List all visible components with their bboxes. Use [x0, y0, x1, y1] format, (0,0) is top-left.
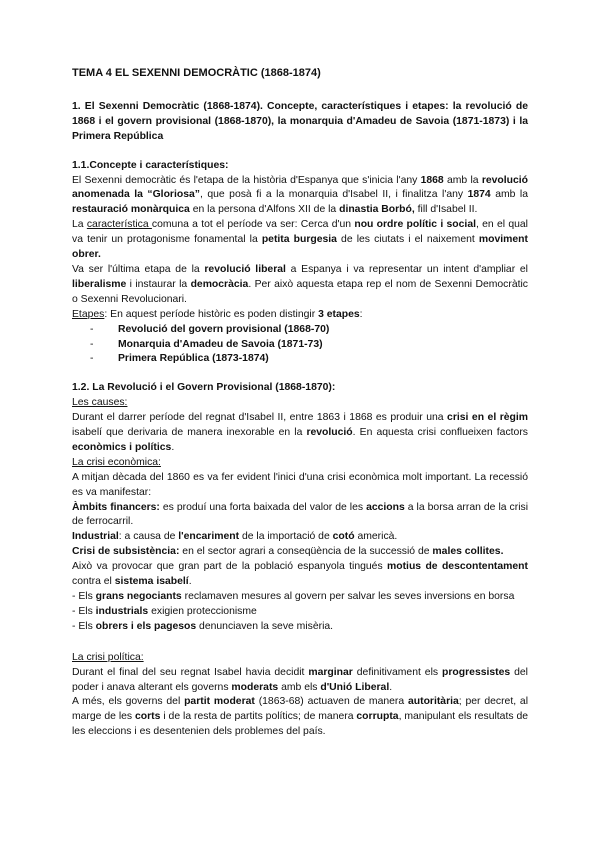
bold-run: l'encariment: [178, 531, 240, 543]
bold-run: moviment obrer.: [72, 234, 528, 261]
bold-run: 3 etapes: [318, 308, 360, 320]
text-run: El Sexenni democràtic és l'etapa de la història d'Espanya que s'inicia l'any: [72, 174, 421, 186]
bold-run: obrers i els pagesos: [95, 620, 197, 632]
text-run: , que posà fi a la monarquia d'Isabel II, i finalitza l'any: [199, 189, 468, 201]
bold-run: Crisi de subsistència:: [72, 546, 180, 558]
text-run: - Els: [72, 605, 96, 617]
text-run: de les ciutats i el naixement: [336, 234, 479, 246]
section-1-2-heading: 1.2. La Revolució i el Govern Provisional (1868-1870):: [72, 382, 336, 394]
text-run: denunciaven la seve misèria.: [196, 620, 334, 632]
bold-run: sistema isabelí: [114, 576, 189, 588]
paragraph-moderate-party: [72, 695, 528, 740]
text-run: , en el qual va tenir un protagonisme fonamental la: [72, 219, 528, 246]
bold-run: econòmics i polítics: [72, 441, 172, 453]
bold-run: motius de descontentament: [387, 561, 528, 573]
text-run: definitivament els: [352, 666, 443, 678]
dash-item-workers: [72, 620, 528, 635]
underlined-run: característica: [86, 219, 152, 231]
text-run: : a causa de: [118, 531, 179, 543]
text-run: i de la resta de partits polítics; de manera: [160, 711, 357, 723]
text-run: isabelí que derivaria de manera inexorable en la: [72, 427, 307, 439]
bold-run: restauració monàrquica: [72, 204, 190, 216]
bold-run: partit moderat: [184, 696, 255, 708]
text-run: (1863-68) actuaven de manera: [254, 696, 408, 708]
text-run: , manipulant els resultats de les eleccions i es desentenien dels problemes del país.: [72, 711, 529, 738]
bold-run: revolució anomenada la “Gloriosa”: [72, 174, 529, 201]
text-run: La: [72, 219, 87, 231]
text-run: - Els: [72, 591, 96, 602]
list-item: - Monarquia d'Amadeu de Savoia (1871-73): [90, 338, 528, 353]
paragraph-discontent: [72, 560, 528, 590]
text-run: .: [389, 681, 393, 693]
text-run: Això va provocar que gran part de la població espanyola tingués: [72, 561, 388, 573]
bold-run: revolució liberal: [204, 263, 286, 275]
text-run: en la persona d'Alfons XII de la: [189, 204, 340, 216]
bold-run: d'Unió Liberal: [320, 681, 390, 693]
list-item: - Revolució del govern provisional (1868-70): [90, 323, 528, 338]
text-run: fill d'Isabel II.: [414, 204, 478, 216]
text-run: .: [188, 576, 192, 588]
text-run: en el sector agrari a conseqüència de la successió de: [179, 546, 433, 558]
text-run: A més, els governs del: [72, 696, 185, 708]
bold-run: petita burgesia: [261, 234, 337, 246]
bold-run: cotó: [332, 531, 355, 543]
text-run: : En aquest període històric es poden distingir: [104, 308, 319, 320]
paragraph-industrial: [72, 530, 528, 545]
bold-run: democràcia: [190, 278, 249, 290]
text-run: a la borsa arran de la crisi de ferrocarril.: [72, 501, 529, 528]
text-run: es produí una forta baixada del valor de les: [159, 501, 367, 513]
section-1-heading: 1. El Sexenni Democràtic (1868-1874). Concepte, característiques i etapes: la revolució de 1868 i el govern provisional (1868-1870), la monarquia d'Amadeu de Savoia (1871-1873) i la Primera República: [72, 100, 528, 142]
text-run: a Espanya i va representar un intent d'ampliar el: [285, 263, 528, 275]
bold-run: progressistes: [442, 666, 511, 678]
bold-run: autoritària: [407, 696, 459, 708]
paragraph-financial: [72, 501, 528, 531]
paragraph-subsistence: [72, 545, 528, 560]
bold-run: Industrial: [72, 531, 119, 543]
stages-list: [72, 323, 528, 368]
bold-run: 1868: [420, 174, 444, 186]
underlined-run: Etapes: [72, 308, 105, 320]
text-run: amb els: [278, 681, 321, 693]
text-run: Durant el darrer període del regnat d'Isabel II, entre 1863 i 1868 es produir una: [72, 412, 448, 424]
bold-run: corrupta: [356, 711, 399, 723]
text-run: de la importació de: [239, 531, 333, 543]
bold-run: males collites.: [432, 546, 504, 558]
paragraph-marginalization: [72, 666, 528, 696]
paragraph-recession: A mitjan dècada del 1860 es va fer evident l'inici d'una crisi econòmica molt important. La recessió es va manifestar:: [72, 471, 528, 498]
text-run: . En aquesta crisi conflueixen factors: [352, 427, 528, 439]
document-page: [72, 66, 528, 740]
bold-run: liberalisme: [72, 278, 127, 290]
dash-item-industrials: [72, 605, 528, 620]
bold-run: dinastia Borbó,: [339, 204, 415, 216]
text-run: .: [171, 441, 175, 453]
list-item: - Primera República (1873-1874): [90, 352, 528, 367]
political-crisis-label: La crisi política:: [72, 651, 144, 663]
paragraph-definition: [72, 174, 528, 219]
text-run: i instaurar la: [126, 278, 191, 290]
text-run: - Els: [72, 620, 96, 632]
text-run: exigien proteccionisme: [148, 605, 257, 617]
causes-label: Les causes:: [72, 397, 128, 409]
text-run: del poder i anava alterant els governs: [72, 666, 528, 693]
text-run: contra el: [72, 576, 115, 588]
text-run: Durant el final del seu regnat Isabel havia decidit: [72, 666, 309, 678]
text-run: Va ser l'última etapa de la: [72, 263, 205, 275]
document-title: TEMA 4 EL SEXENNI DEMOCRÀTIC (1868-1874): [72, 67, 321, 79]
bold-run: crisi en el règim: [447, 412, 528, 424]
text-run: :: [359, 308, 363, 320]
economic-crisis-label: La crisi econòmica:: [72, 456, 161, 468]
bold-run: marginar: [308, 666, 353, 678]
bold-run: Àmbits financers:: [72, 501, 160, 513]
text-run: americà.: [354, 531, 398, 543]
paragraph-stages-intro: [72, 308, 528, 323]
paragraph-liberal-stage: [72, 263, 528, 308]
dash-item-negotiants: [72, 590, 528, 605]
text-run: reclamaven mesures al govern per salvar les seves inversions en borsa: [181, 591, 515, 602]
bold-run: corts: [135, 711, 161, 723]
text-run: comuna a tot el període va ser: Cerca d'un: [151, 219, 355, 231]
bold-run: moderats: [231, 681, 279, 693]
bold-run: accions: [366, 501, 405, 513]
section-1-1-heading: 1.1.Concepte i característiques:: [72, 159, 229, 171]
bold-run: grans negociants: [95, 591, 182, 602]
bold-run: nou ordre polític i social: [354, 219, 476, 231]
bold-run: revolució: [306, 427, 353, 439]
text-run: amb la: [490, 189, 528, 201]
paragraph-characteristic: [72, 218, 528, 263]
text-run: ; per decret, al marge de les: [72, 696, 529, 723]
bold-run: 1874: [467, 189, 491, 201]
bold-run: industrials: [95, 605, 149, 617]
text-run: . Per això aquesta etapa rep el nom de Sexenni Democràtic o Sexenni Revolucionari.: [72, 278, 528, 305]
text-run: amb la: [443, 174, 482, 186]
paragraph-crisis-intro: [72, 411, 528, 456]
